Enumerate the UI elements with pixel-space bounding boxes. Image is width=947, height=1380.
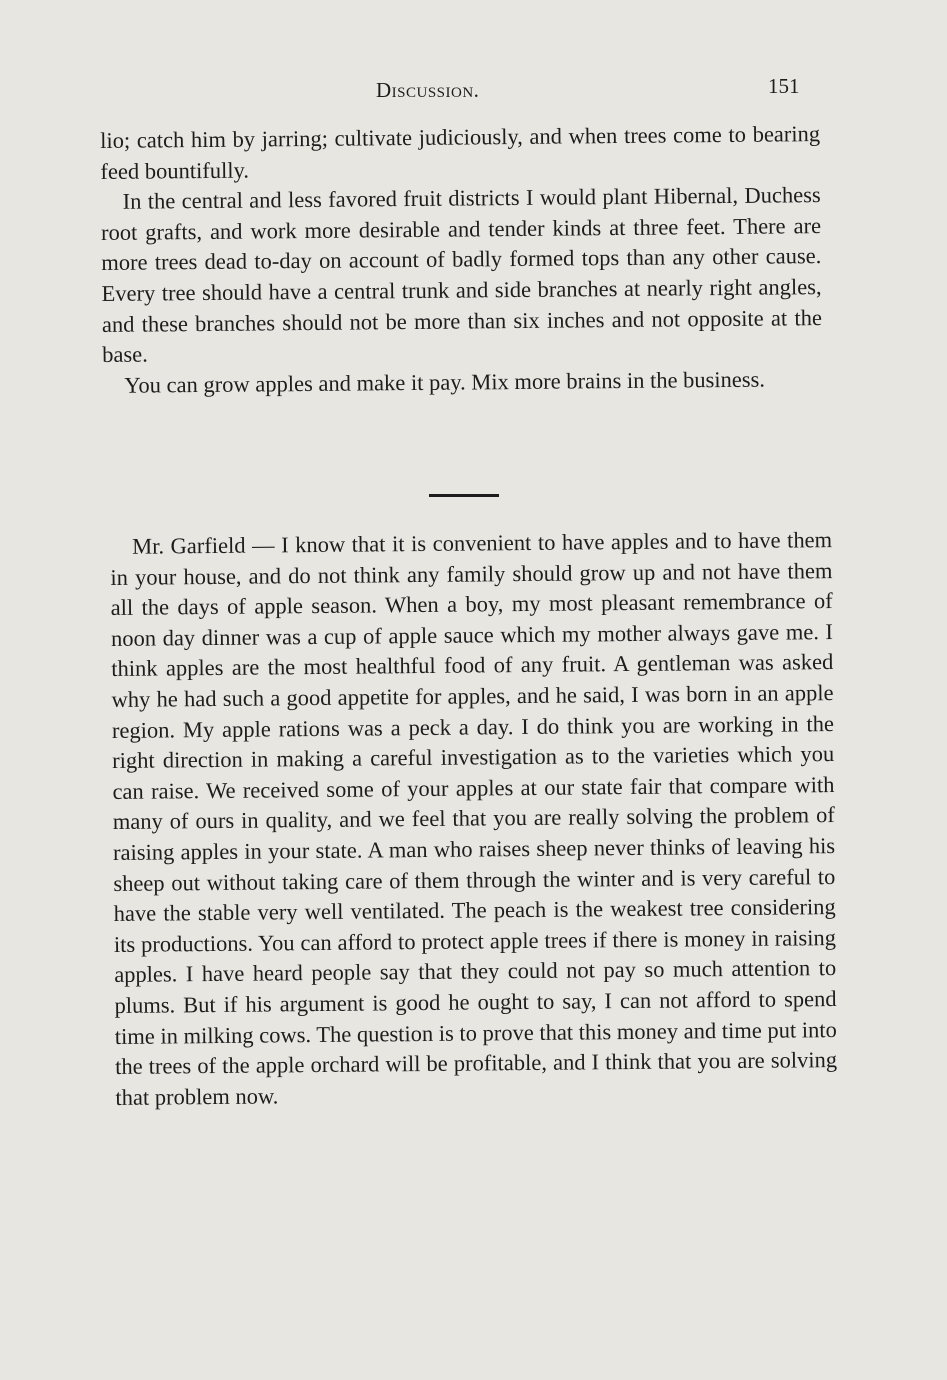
- paragraph-continuation: lio; catch him by jarring; cultivate judiciously, and when trees come to bearing feed bountifully.: [100, 121, 821, 184]
- section-divider: [429, 494, 499, 497]
- paragraph-planting-advice: In the central and less favored fruit districts I would plant Hibernal, Duchess root grafts, and work more desirable and tender kinds at three feet. There are more trees dead to-day on account of badly formed tops than any other cause. Every tree should have a central trunk and side branches at nearly right angles, and these branches should not be more than six inches and not opposite at the base.: [100, 182, 822, 368]
- paragraph-closing-remark: You can grow apples and make it pay. Mix more brains in the business.: [124, 366, 766, 398]
- bottom-text-block: [110, 525, 838, 1113]
- running-head: Discussion.: [376, 78, 480, 102]
- page-header: [0, 74, 947, 108]
- page-number: 151: [768, 74, 800, 98]
- paragraph-garfield-remarks: Mr. Garfield — I know that it is convenient to have apples and to have them in your house, and do not think any family should grow up and not have them all the days of apple season. When a boy, my most pleasant remembrance of noon day dinner was a cup of apple sauce which my mother always gave me. I think apples are the most healthful food of any fruit. A gentleman was asked why he had such a good appetite for apples, and he said, I was born in an apple region. My apple rations was a peck a day. I do think you are working in the right direction in making a careful investigation as to the varieties which you can raise. We received some of your apples at our state fair that compare with many of ours in quality, and we feel that you are really solving the problem of raising apples in your state. A man who raises sheep never thinks of leaving his sheep out without taking care of them through the winter and is very careful to have the stable very well ventilated. The peach is the weakest tree considering its productions. You can afford to protect apple trees if there is money in raising apples. I have heard people say that they could not pay so much attention to plums. But if his argument is good he ought to say, I can not afford to spend time in milking cows. The question is to prove that this money and time put into the trees of the apple orchard will be profitable, and I think that you are solving that problem now.: [110, 527, 838, 1110]
- top-text-block: [100, 119, 823, 401]
